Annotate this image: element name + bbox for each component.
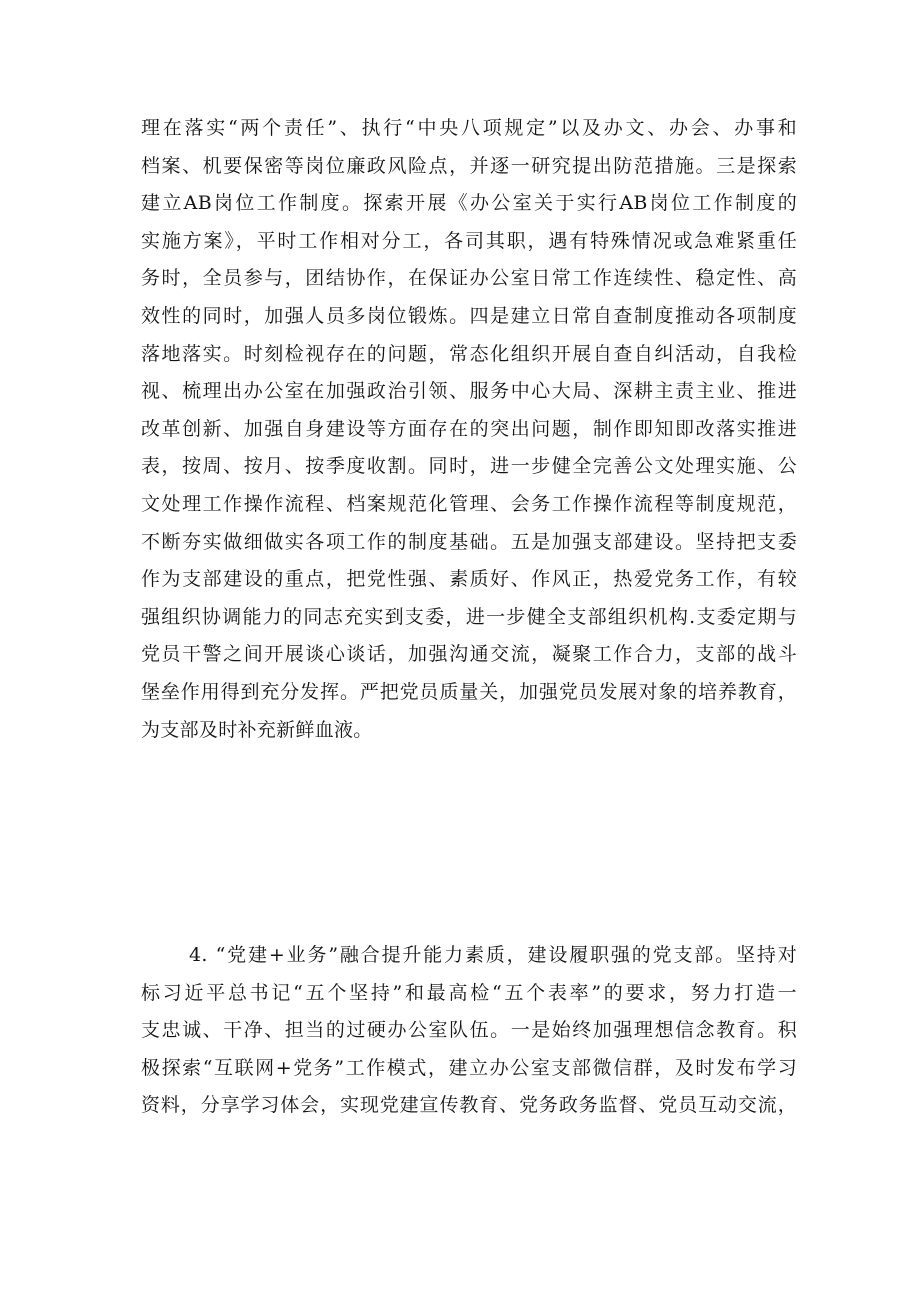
- text-line: 不断夯实做细做实各项工作的制度基础。五是加强支部建设。坚持把支委: [141, 530, 797, 553]
- text-line: 落地落实。时刻检视存在的问题，常态化组织开展自查自纠活动，自我检: [141, 342, 797, 365]
- text-line: 实施方案》，平时工作相对分工，各司其职，遇有特殊情况或急难紧重任: [141, 229, 797, 252]
- text-line: 为支部及时补充新鲜血液。: [141, 718, 373, 741]
- text-line: 党员干警之间开展谈心谈话，加强沟通交流，凝聚工作合力，支部的战斗: [141, 643, 797, 666]
- text-line: 堡垒作用得到充分发挥。严把党员质量关，加强党员发展对象的培养教育，: [141, 680, 797, 703]
- text-line: 档案、机要保密等岗位廉政风险点，并逐一研究提出防范措施。三是探索: [141, 154, 797, 177]
- body-paragraph-2: [141, 937, 797, 1125]
- body-paragraph-1: [141, 110, 797, 749]
- text-line: 4. “党建+业务”融合提升能力素质，建设履职强的党支部。坚持对: [189, 944, 797, 966]
- text-line: 标习近平总书记“五个坚持”和最高检“五个表率”的要求，努力打造一: [141, 981, 797, 1004]
- text-line: 支忠诚、干净、担当的过硬办公室队伍。一是始终加强理想信念教育。积: [141, 1019, 797, 1042]
- text-line: 极探索“互联网+党务”工作模式，建立办公室支部微信群，及时发布学习: [141, 1056, 797, 1079]
- text-line: 建立AB岗位工作制度。探索开展《办公室关于实行AB岗位工作制度的: [141, 192, 797, 215]
- text-line: 视、梳理出办公室在加强政治引领、服务中心大局、深耕主责主业、推进: [141, 380, 797, 403]
- text-line: 效性的同时，加强人员多岗位锻炼。四是建立日常自查制度推动各项制度: [141, 304, 797, 327]
- text-line: 改革创新、加强自身建设等方面存在的突出问题，制作即知即改落实推进: [141, 417, 797, 440]
- text-line: 务时，全员参与，团结协作，在保证办公室日常工作连续性、稳定性、高: [141, 267, 797, 290]
- text-line: 理在落实“两个责任”、执行“中央八项规定”以及办文、办会、办事和: [141, 117, 797, 139]
- text-line: 文处理工作操作流程、档案规范化管理、会务工作操作流程等制度规范，: [141, 492, 797, 515]
- text-line: 资料，分享学习体会，实现党建宣传教育、党务政务监督、党员互动交流，: [141, 1094, 797, 1117]
- text-line: 表，按周、按月、按季度收割。同时，进一步健全完善公文处理实施、公: [141, 455, 797, 478]
- text-line: 作为支部建设的重点，把党性强、素质好、作风正，热爱党务工作，有较: [141, 568, 797, 591]
- text-line: 强组织协调能力的同志充实到支委，进一步健全支部组织机构.支委定期与: [141, 605, 797, 628]
